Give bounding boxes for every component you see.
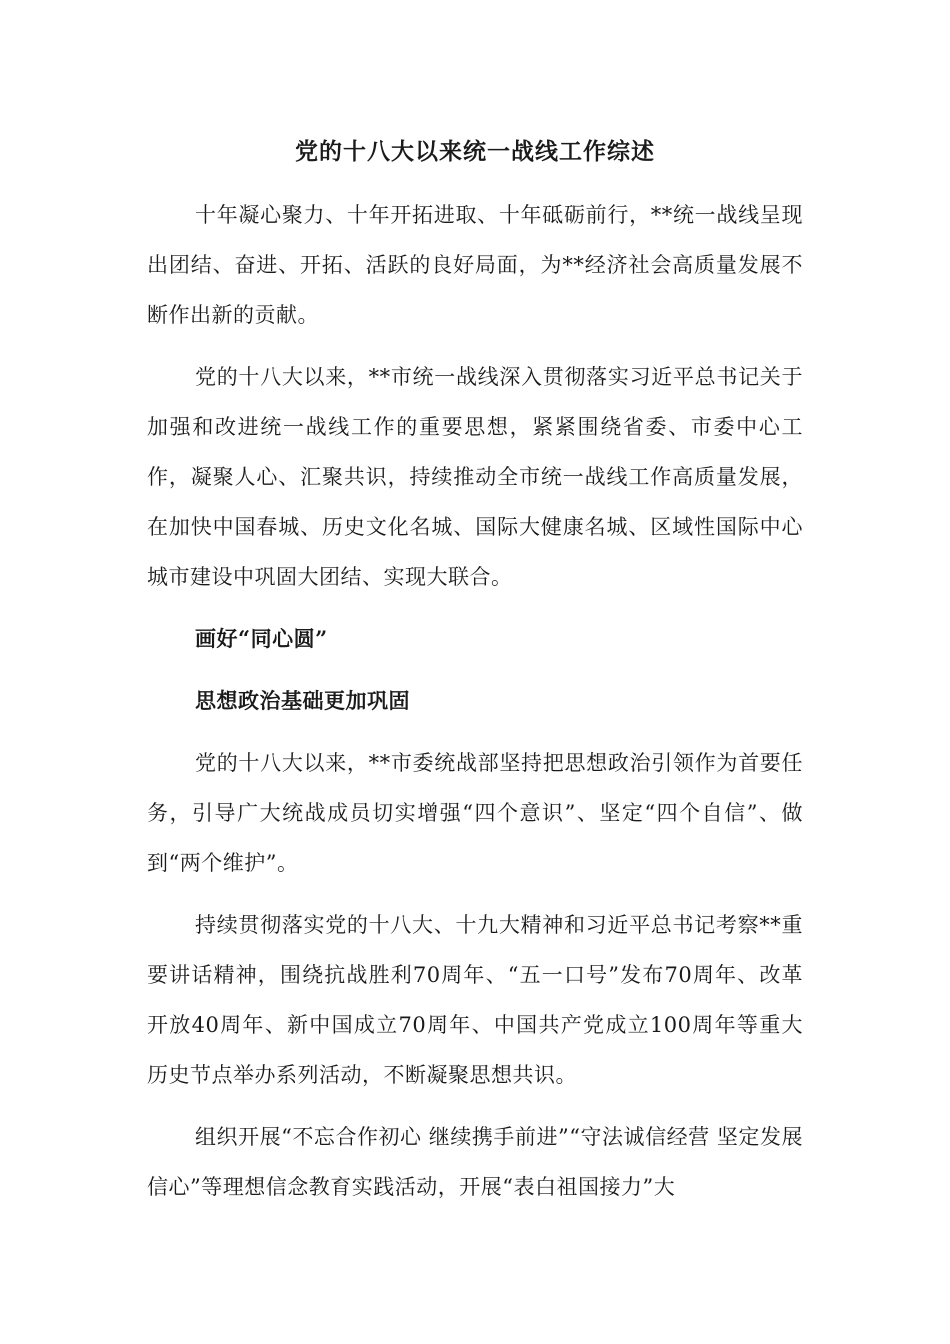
document-title: 党的十八大以来统一战线工作综述 [295, 138, 655, 165]
document-body [147, 190, 803, 1224]
paragraph: 持续贯彻落实党的十八大、十九大精神和习近平总书记考察**重要讲话精神，围绕抗战胜利70周年、“五一口号”发布70周年、改革开放40周年、新中国成立70周年、中国共产党成立100周年等重大历史节点举办系列活动，不断凝聚思想共识。 [147, 913, 803, 1087]
paragraph: 组织开展“不忘合作初心 继续携手前进”“守法诚信经营 坚定发展信心”等理想信念教育实践活动，开展“表白祖国接力”大 [147, 1125, 803, 1199]
paragraph: 党的十八大以来，**市统一战线深入贯彻落实习近平总书记关于加强和改进统一战线工作的重要思想，紧紧围绕省委、市委中心工作，凝聚人心、汇聚共识，持续推动全市统一战线工作高质量发展，在加快中国春城、历史文化名城、国际大健康名城、区域性国际中心城市建设中巩固大团结、实现大联合。 [147, 365, 803, 589]
paragraph: 十年凝心聚力、十年开拓进取、十年砥砺前行，**统一战线呈现出团结、奋进、开拓、活跃的良好局面，为**经济社会高质量发展不断作出新的贡献。 [147, 203, 803, 327]
paragraph: 党的十八大以来，**市委统战部坚持把思想政治引领作为首要任务，引导广大统战成员切实增强“四个意识”、坚定“四个自信”、做到“两个维护”。 [147, 751, 803, 875]
section-heading: 画好“同心圆” [195, 626, 328, 651]
section-heading: 思想政治基础更加巩固 [195, 688, 410, 713]
